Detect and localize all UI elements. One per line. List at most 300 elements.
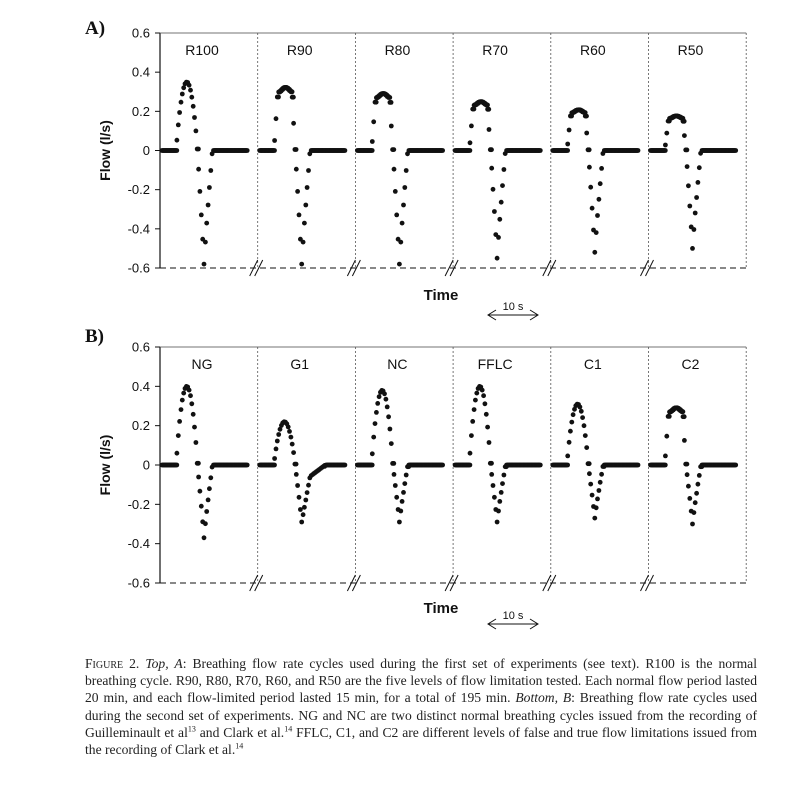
caption-figure-label: Figure 2.: [85, 656, 140, 671]
data-point: [272, 148, 277, 153]
segment-label: R50: [677, 42, 704, 58]
data-point: [177, 419, 182, 424]
data-point: [191, 412, 196, 417]
y-tick-label: 0.4: [131, 64, 150, 80]
data-point: [194, 129, 199, 134]
panel-label: A): [85, 18, 106, 39]
segment-label: R100: [185, 42, 219, 58]
data-point: [202, 535, 207, 540]
data-point: [272, 456, 277, 461]
series-NG: [160, 384, 250, 540]
data-point: [487, 127, 492, 132]
data-point: [565, 463, 570, 468]
y-tick-label: -0.4: [127, 221, 150, 237]
data-point: [578, 405, 583, 410]
data-point: [203, 521, 208, 526]
data-point: [485, 425, 490, 430]
data-point: [681, 409, 686, 414]
x-axis-label: Time: [423, 287, 459, 304]
data-point: [343, 463, 348, 468]
data-point: [194, 440, 199, 445]
data-point: [491, 187, 496, 192]
data-point: [440, 463, 445, 468]
data-point: [400, 499, 405, 504]
caption-part2: : Breathing flow rate cycles used during the second set of experiments. NG and NC are two distinct normal breathing cycles issued from the recording of Guilleminault et al: [85, 690, 758, 740]
series-R50: [648, 114, 738, 251]
data-point: [495, 256, 500, 261]
data-point: [391, 147, 396, 152]
data-point: [305, 490, 310, 495]
data-point: [733, 463, 738, 468]
data-point: [579, 409, 584, 414]
data-point: [398, 240, 403, 245]
data-point: [196, 461, 201, 466]
data-point: [199, 504, 204, 509]
segment-label: C2: [681, 356, 700, 372]
data-point: [565, 142, 570, 147]
data-point: [686, 484, 691, 489]
segment-label: NG: [191, 356, 213, 372]
data-point: [206, 498, 211, 503]
data-point: [272, 138, 277, 143]
data-point: [176, 123, 181, 128]
data-point: [187, 388, 192, 393]
caption-part4: FFLC, C1, and C2 are different levels of false and true flow limitations issued from the recording of Clark et al.: [85, 724, 757, 758]
data-point: [206, 203, 211, 208]
data-point: [685, 164, 690, 169]
data-point: [291, 95, 296, 100]
data-point: [192, 425, 197, 430]
data-point: [697, 473, 702, 478]
data-point: [276, 432, 281, 437]
y-tick-label: -0.6: [127, 260, 150, 276]
data-point: [685, 462, 690, 467]
data-point: [584, 131, 589, 136]
y-tick-label: 0.6: [131, 339, 150, 355]
scale-bar-label: 10 s: [502, 301, 524, 313]
data-point: [568, 429, 573, 434]
data-point: [636, 463, 641, 468]
data-point: [371, 119, 376, 124]
data-point: [682, 414, 687, 419]
data-point: [588, 185, 593, 190]
data-point: [387, 95, 392, 100]
y-axis-label: Flow (l/s): [97, 434, 113, 496]
y-tick-label: -0.2: [127, 496, 150, 512]
data-point: [294, 167, 299, 172]
data-point: [491, 483, 496, 488]
data-point: [565, 454, 570, 459]
data-point: [275, 439, 280, 444]
data-point: [592, 250, 597, 255]
data-point: [400, 221, 405, 226]
data-point: [594, 505, 599, 510]
data-point: [377, 394, 382, 399]
data-point: [174, 463, 179, 468]
data-point: [664, 131, 669, 136]
data-point: [290, 442, 295, 447]
data-point: [402, 185, 407, 190]
y-tick-label: 0.2: [131, 418, 150, 434]
data-point: [297, 495, 302, 500]
data-point: [375, 401, 380, 406]
y-tick-label: -0.2: [127, 182, 150, 198]
data-point: [303, 498, 308, 503]
data-point: [302, 505, 307, 510]
data-point: [489, 166, 494, 171]
data-point: [599, 166, 604, 171]
data-point: [486, 107, 491, 112]
data-point: [696, 180, 701, 185]
y-axis-label: Flow (l/s): [97, 120, 113, 181]
data-point: [538, 463, 543, 468]
data-point: [500, 183, 505, 188]
data-point: [373, 421, 378, 426]
data-point: [179, 407, 184, 412]
series-C2: [648, 405, 738, 526]
data-point: [370, 451, 375, 456]
data-point: [199, 213, 204, 218]
data-point: [468, 140, 473, 145]
data-point: [306, 168, 311, 173]
data-point: [401, 490, 406, 495]
y-tick-label: 0.4: [131, 378, 150, 394]
data-point: [580, 415, 585, 420]
segment-label: NC: [387, 356, 408, 372]
data-point: [492, 495, 497, 500]
segment-label: R70: [482, 42, 508, 58]
data-point: [401, 203, 406, 208]
data-point: [180, 92, 185, 97]
data-point: [690, 522, 695, 527]
data-point: [394, 213, 399, 218]
data-point: [393, 483, 398, 488]
data-point: [274, 116, 279, 121]
data-point: [468, 463, 473, 468]
y-tick-label: 0: [142, 457, 150, 473]
data-point: [189, 401, 194, 406]
data-point: [686, 183, 691, 188]
data-point: [468, 148, 473, 153]
caption-ref-14a: 14: [284, 724, 293, 734]
data-point: [386, 414, 391, 419]
data-point: [663, 454, 668, 459]
data-point: [592, 516, 597, 521]
data-point: [180, 398, 185, 403]
data-point: [571, 412, 576, 417]
data-point: [582, 423, 587, 428]
data-point: [392, 472, 397, 477]
caption-part1: : Breathing flow rate cycles used during the first set of experiments (see text). R100 is the normal breathing cycle. R90, R80, R70, R60, and R50 are the five levels of flow limitation tested. Each normal flow period lasted 20 min, and each flow-limited period lasted 15 min, for a total of 195 min.: [85, 656, 757, 706]
data-point: [397, 262, 402, 267]
data-point: [198, 489, 203, 494]
data-point: [599, 472, 604, 477]
caption-bottom-italic: Bottom, B: [515, 690, 572, 706]
data-point: [389, 124, 394, 129]
data-point: [587, 165, 592, 170]
data-point: [188, 393, 193, 398]
y-tick-label: -0.4: [127, 536, 150, 552]
data-point: [286, 425, 291, 430]
data-point: [598, 480, 603, 485]
data-point: [692, 510, 697, 515]
data-point: [502, 473, 507, 478]
data-point: [583, 433, 588, 438]
data-point: [303, 203, 308, 208]
data-point: [207, 185, 212, 190]
data-point: [192, 115, 197, 120]
data-point: [584, 445, 589, 450]
data-point: [299, 520, 304, 525]
data-point: [370, 463, 375, 468]
data-point: [682, 133, 687, 138]
data-point: [495, 520, 500, 525]
data-point: [474, 391, 479, 396]
data-point: [584, 114, 589, 119]
data-point: [245, 148, 250, 153]
y-tick-label: 0.2: [131, 103, 150, 119]
segment-label: R90: [286, 42, 313, 58]
data-point: [291, 450, 296, 455]
data-point: [663, 143, 668, 148]
data-point: [391, 461, 396, 466]
data-point: [402, 481, 407, 486]
caption-part3: and Clark et al.: [195, 724, 285, 740]
data-point: [188, 88, 193, 93]
data-point: [306, 483, 311, 488]
data-point: [489, 472, 494, 477]
data-point: [389, 100, 394, 105]
data-point: [294, 147, 299, 152]
data-point: [567, 440, 572, 445]
data-point: [204, 221, 209, 226]
data-point: [697, 165, 702, 170]
data-point: [174, 148, 179, 153]
data-point: [587, 147, 592, 152]
data-point: [502, 167, 507, 172]
data-point: [481, 393, 486, 398]
data-point: [565, 148, 570, 153]
data-point: [472, 407, 477, 412]
data-point: [404, 473, 409, 478]
data-point: [374, 410, 379, 415]
data-point: [294, 462, 299, 467]
data-point: [299, 262, 304, 267]
data-point: [469, 433, 474, 438]
data-point: [587, 461, 592, 466]
data-point: [687, 204, 692, 209]
data-point: [289, 435, 294, 440]
data-point: [685, 472, 690, 477]
panel-a: [85, 18, 746, 320]
data-point: [469, 124, 474, 129]
y-tick-label: 0: [142, 143, 150, 158]
data-point: [636, 148, 641, 153]
data-point: [191, 104, 196, 109]
data-point: [484, 412, 489, 417]
data-point: [489, 147, 494, 152]
data-point: [245, 463, 250, 468]
data-point: [295, 189, 300, 194]
data-point: [208, 475, 213, 480]
x-axis-label: Time: [423, 600, 459, 617]
data-point: [196, 475, 201, 480]
data-point: [294, 472, 299, 477]
data-point: [590, 493, 595, 498]
series-R90: [257, 85, 347, 267]
data-point: [682, 119, 687, 124]
data-point: [499, 200, 504, 205]
figure-caption: [85, 655, 757, 758]
data-point: [404, 168, 409, 173]
data-point: [301, 240, 306, 245]
data-point: [567, 128, 572, 133]
data-point: [370, 148, 375, 153]
data-point: [196, 167, 201, 172]
data-point: [204, 509, 209, 514]
data-point: [499, 490, 504, 495]
panel-b: [85, 326, 746, 629]
data-point: [389, 441, 394, 446]
data-point: [176, 433, 181, 438]
caption-ref-14b: 14: [235, 741, 244, 751]
series-C1: [550, 402, 640, 521]
data-point: [189, 95, 194, 100]
data-point: [291, 121, 296, 126]
data-point: [690, 246, 695, 251]
y-tick-label: 0.6: [131, 25, 150, 41]
data-point: [394, 495, 399, 500]
data-point: [203, 240, 208, 245]
data-point: [538, 148, 543, 153]
data-point: [382, 391, 387, 396]
series-R70: [453, 99, 543, 260]
data-point: [297, 213, 302, 218]
data-point: [374, 100, 379, 105]
data-point: [473, 398, 478, 403]
data-point: [388, 427, 393, 432]
caption-ref-13: 13: [187, 724, 196, 734]
data-point: [384, 397, 389, 402]
data-point: [489, 461, 494, 466]
data-point: [198, 189, 203, 194]
data-point: [682, 438, 687, 443]
data-point: [696, 482, 701, 487]
data-point: [598, 181, 603, 186]
data-point: [594, 230, 599, 235]
data-point: [287, 429, 292, 434]
data-point: [302, 221, 307, 226]
data-point: [175, 451, 180, 456]
data-point: [181, 391, 186, 396]
data-point: [693, 211, 698, 216]
data-point: [392, 167, 397, 172]
data-point: [177, 110, 182, 115]
data-point: [305, 185, 310, 190]
panel-label: B): [85, 326, 104, 347]
data-point: [371, 435, 376, 440]
series-R100: [160, 80, 250, 267]
data-point: [202, 262, 207, 267]
data-point: [398, 509, 403, 514]
data-point: [692, 227, 697, 232]
scale-bar-label: 10 s: [502, 610, 524, 622]
data-point: [290, 89, 295, 94]
data-point: [693, 500, 698, 505]
data-point: [397, 520, 402, 525]
data-point: [272, 463, 277, 468]
data-point: [468, 451, 473, 456]
data-point: [497, 499, 502, 504]
data-point: [480, 388, 485, 393]
data-point: [370, 139, 375, 144]
data-point: [694, 491, 699, 496]
segment-label: C1: [583, 356, 602, 372]
series-FFLC: [453, 384, 543, 524]
data-point: [440, 148, 445, 153]
data-point: [588, 482, 593, 487]
segment-label: R80: [384, 42, 411, 58]
data-point: [496, 509, 501, 514]
data-point: [597, 197, 602, 202]
data-point: [663, 463, 668, 468]
data-point: [595, 213, 600, 218]
data-point: [207, 486, 212, 491]
data-point: [470, 419, 475, 424]
series-R80: [355, 91, 445, 266]
data-point: [587, 471, 592, 476]
segment-label: R60: [579, 42, 606, 58]
data-point: [597, 488, 602, 493]
data-point: [733, 148, 738, 153]
data-point: [274, 447, 279, 452]
data-point: [664, 434, 669, 439]
y-tick-label: -0.6: [127, 575, 150, 591]
data-point: [590, 206, 595, 211]
segment-label: G1: [290, 356, 310, 372]
data-point: [385, 405, 390, 410]
caption-top-italic: Top, A: [145, 656, 183, 671]
data-point: [343, 148, 348, 153]
data-point: [276, 95, 281, 100]
data-point: [500, 481, 505, 486]
data-point: [196, 147, 201, 152]
data-point: [685, 148, 690, 153]
series-R60: [550, 107, 640, 254]
data-point: [694, 195, 699, 200]
data-point: [301, 512, 306, 517]
data-point: [569, 420, 574, 425]
data-point: [487, 440, 492, 445]
data-point: [492, 209, 497, 214]
data-point: [496, 235, 501, 240]
series-G1: [257, 419, 347, 524]
data-point: [485, 103, 490, 108]
data-point: [393, 189, 398, 194]
data-point: [179, 100, 184, 105]
data-point: [687, 496, 692, 501]
data-point: [497, 217, 502, 222]
data-point: [208, 168, 213, 173]
data-point: [663, 148, 668, 153]
data-point: [187, 83, 192, 88]
series-NC: [355, 388, 445, 524]
data-point: [483, 401, 488, 406]
data-point: [295, 483, 300, 488]
segment-label: FFLC: [477, 356, 513, 372]
data-point: [667, 414, 672, 419]
data-point: [175, 138, 180, 143]
